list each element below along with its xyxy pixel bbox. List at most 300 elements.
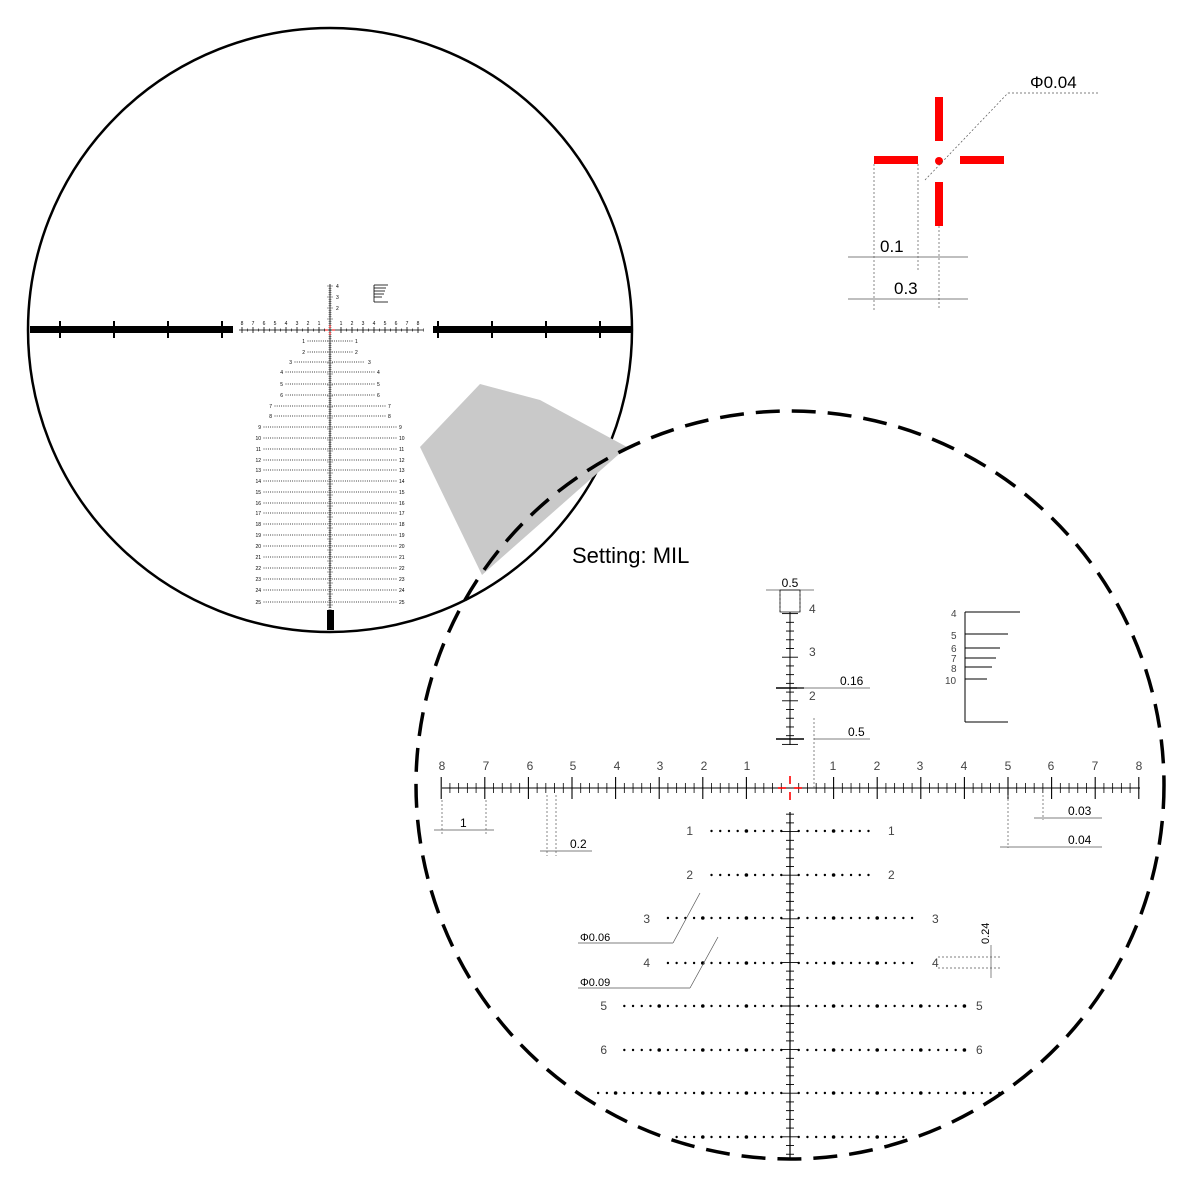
zoom-row-label-left: 2 [686,868,693,882]
zoom-row-dot [667,1005,669,1007]
overview-row-dot [323,406,324,407]
overview-row-dot [334,384,335,385]
overview-row-dot [297,481,298,482]
overview-row-dot [343,438,344,439]
overview-row-dot [332,470,333,471]
overview-row-dot [323,557,324,558]
overview-row-dot [347,492,348,493]
detail-dimension-lines [848,93,1098,310]
zoom-row-dot [798,1136,800,1138]
overview-row-dot [343,579,344,580]
overview-row-dot [294,557,295,558]
zoom-dimension-labels [460,576,1092,989]
overview-row-dot [321,372,322,373]
overview-row-dot [268,449,269,450]
overview-row-dot [268,568,269,569]
zoom-row-dot [885,962,887,964]
overview-row-dot [374,546,375,547]
overview-row-label: 8 [388,414,391,420]
overview-row-dot [301,438,302,439]
overview-row-dot [275,481,276,482]
overview-row-dot [270,470,271,471]
overview-row-dot [345,427,346,428]
overview-row-dot [272,579,273,580]
overview-row-dot [327,590,328,591]
zoom-row-dot [815,830,817,832]
overview-row-label: 11 [399,447,405,453]
overview-row-dot [378,470,379,471]
overview-row-dot [365,449,366,450]
overview-row-dot [323,384,324,385]
overview-row-dot [363,470,364,471]
overview-row-dot [371,513,372,514]
overview-row-dot [279,438,280,439]
overview-row-dot [354,427,355,428]
zoom-row-dot [719,1092,721,1094]
overview-row-dot [358,395,359,396]
overview-row-dot [369,602,370,603]
overview-row-dot [275,513,276,514]
zoom-row-label-left: 1 [686,824,693,838]
overview-row-dot [349,546,350,547]
zoom-row-dot [728,1049,730,1051]
overview-row-dot [316,406,317,407]
overview-row-dot [281,406,282,407]
zoom-row-dot [867,917,869,919]
overview-row-label: 1 [355,339,358,345]
overview-row-dot [387,535,388,536]
overview-row-dot [391,535,392,536]
overview-row-dot [391,579,392,580]
overview-row-dot [299,362,300,363]
overview-row-dot [334,438,335,439]
overview-row-dot [358,492,359,493]
overview-row-dot [301,416,302,417]
overview-row-dot [376,503,377,504]
overview-row-dot [341,590,342,591]
overview-row-dot [270,513,271,514]
overview-row-dot [345,352,346,353]
overview-row-dot [380,460,381,461]
overview-row-dot [332,362,333,363]
zoom-row-dot [745,916,749,920]
overview-row-dot [332,568,333,569]
overview-row-dot [292,546,293,547]
overview-row-dot [294,395,295,396]
overview-row-dot [264,535,265,536]
overview-row-dot [332,590,333,591]
overview-row-dot [352,460,353,461]
overview-row-dot [325,535,326,536]
overview-row-dot [334,481,335,482]
overview-row-dot [305,470,306,471]
overview-row-dot [382,460,383,461]
overview-row-dot [363,579,364,580]
overview-row-dot [374,590,375,591]
overview-row-dot [332,513,333,514]
zoom-row-dot [867,830,869,832]
overview-row-dot [319,602,320,603]
overview-row-dot [380,590,381,591]
overview-hor-label: 1 [317,321,321,327]
zoom-row-dot [885,917,887,919]
zoom-row-dot [710,1049,712,1051]
overview-row-dot [347,416,348,417]
zoom-hor-label: 6 [1047,759,1055,773]
overview-row-dot [319,470,320,471]
overview-row-dot [354,372,355,373]
overview-row-dot [371,427,372,428]
overview-row-dot [365,406,366,407]
overview-row-dot [275,602,276,603]
overview-row-dot [352,503,353,504]
overview-row-dot [334,602,335,603]
overview-row-dot [310,568,311,569]
overview-row-dot [341,579,342,580]
overview-row-dot [382,579,383,580]
overview-row-dot [312,602,313,603]
overview-row-dot [301,362,302,363]
overview-row-dot [360,557,361,558]
overview-row-dot [334,449,335,450]
overview-row-label: 20 [399,544,405,550]
overview-row-dot [266,438,267,439]
zoom-row-dot [815,1049,817,1051]
overview-row-dot [323,590,324,591]
overview-row-dot [316,438,317,439]
overview-row-dot [338,438,339,439]
overview-row-dot [378,557,379,558]
overview-row-dot [358,503,359,504]
overview-row-dot [369,590,370,591]
overview-row-dot [308,395,309,396]
overview-row-dot [325,568,326,569]
overview-row-dot [345,513,346,514]
overview-row-dot [363,406,364,407]
overview-row-dot [316,352,317,353]
overview-row-dot [314,449,315,450]
overview-row-dot [283,481,284,482]
overview-row-dot [316,535,317,536]
zoom-row-dot [780,1136,782,1138]
zoom-row-dot [867,1136,869,1138]
overview-row-dot [319,416,320,417]
overview-row-dot [396,557,397,558]
overview-row-dot [374,568,375,569]
zoom-hor-label: 5 [1004,759,1012,773]
overview-row-dot [321,416,322,417]
overview-row-dot [332,602,333,603]
overview-row-dot [323,602,324,603]
overview-row-dot [294,406,295,407]
overview-row-dot [349,579,350,580]
overview-row-dot [347,460,348,461]
overview-row-dot [325,449,326,450]
overview-row-label: 9 [258,425,261,431]
overview-row-dot [310,372,311,373]
overview-row-dot [350,362,351,363]
overview-row-dot [270,460,271,461]
overview-row-dot [365,513,366,514]
overview-row-dot [301,470,302,471]
overview-row-dot [376,568,377,569]
overview-row-dot [277,449,278,450]
zoom-row-dot [841,1136,843,1138]
overview-row-dot [327,438,328,439]
overview-row-dot [305,579,306,580]
overview-row-dot [316,341,317,342]
overview-row-dot [279,568,280,569]
overview-row-dot [380,406,381,407]
overview-row-dot [281,427,282,428]
overview-row-dot [283,470,284,471]
zoom-hor-label: 7 [482,759,490,773]
overview-row-dot [319,492,320,493]
overview-row-dot [380,535,381,536]
overview-row-dot [369,395,370,396]
overview-row-dot [270,557,271,558]
overview-row-dot [301,395,302,396]
overview-row-dot [336,590,337,591]
zoom-row-dot [763,1092,765,1094]
overview-row-dot [345,546,346,547]
zoom-row-dot [806,874,808,876]
overview-row-dot [358,513,359,514]
overview-row-dot [283,568,284,569]
overview-row-dot [332,535,333,536]
overview-row-dot [385,513,386,514]
zoom-row-dot [597,1092,599,1094]
overview-row-dot [292,513,293,514]
overview-row-dot [314,362,315,363]
zoom-top-label: 4 [809,602,816,616]
overview-row-dot [367,427,368,428]
overview-row-dot [316,449,317,450]
overview-row-dot [283,557,284,558]
overview-row-dot [283,460,284,461]
overview-row-dot [369,503,370,504]
overview-row-dot [339,362,340,363]
overview-row-dot [290,384,291,385]
overview-row-dot [310,481,311,482]
overview-row-dot [393,546,394,547]
overview-row-dot [389,427,390,428]
overview-row-dot [396,546,397,547]
zoom-row-dot [946,1049,948,1051]
overview-row-dot [338,384,339,385]
overview-row-dot [272,535,273,536]
overview-row-dot [382,568,383,569]
overview-row-dot [334,503,335,504]
overview-row-dot [354,438,355,439]
overview-row-dot [365,492,366,493]
zoom-row-dot [745,1135,749,1139]
zoom-row-label-right: 5 [976,999,983,1013]
overview-row-dot [349,460,350,461]
overview-row-dot [345,362,346,363]
zoom-row-dot [701,1004,705,1008]
overview-row-dot [325,524,326,525]
overview-row-dot [321,362,322,363]
overview-row-dot [292,427,293,428]
zoom-row-labels [600,824,983,1057]
overview-row-dot [380,449,381,450]
overview-row-dot [312,590,313,591]
overview-row-dot [349,427,350,428]
overview-row-dot [327,341,328,342]
zoom-hor-label: 4 [960,759,968,773]
overview-row-dot [314,568,315,569]
overview-row-dot [266,524,267,525]
overview-row-dot [376,524,377,525]
overview-row-dot [376,449,377,450]
overview-row-dot [332,427,333,428]
setting-label: Setting: MIL [572,543,690,568]
overview-row-dot [266,460,267,461]
overview-row-dot [341,449,342,450]
overview-row-dot [352,524,353,525]
overview-row-dot [391,481,392,482]
overview-row-dot [376,579,377,580]
overview-row-dot [334,524,335,525]
zoom-row-dot [606,1092,608,1094]
overview-row-dot [356,372,357,373]
overview-row-dot [323,513,324,514]
overview-reticle [28,28,632,632]
overview-row-dot [303,524,304,525]
overview-row-dot [338,406,339,407]
overview-row-dot [332,492,333,493]
overview-row-dot [332,481,333,482]
overview-row-dot [352,438,353,439]
zoom-row-dot [719,830,721,832]
overview-row-dot [321,557,322,558]
overview-row-dot [345,416,346,417]
zoom-row-dot [998,1092,1000,1094]
overview-row-dot [382,406,383,407]
overview-row-dot [321,579,322,580]
overview-hor-label: 3 [361,321,365,327]
overview-row-dot [288,406,289,407]
overview-row-dot [275,438,276,439]
overview-row-dot [281,513,282,514]
overview-row-dot [380,557,381,558]
overview-row-dot [319,568,320,569]
overview-row-dot [305,395,306,396]
overview-row-dot [301,568,302,569]
overview-row-dot [299,416,300,417]
ladder-label: 6 [951,644,957,655]
overview-row-dot [396,503,397,504]
dim-minor-spacing: 0.2 [570,837,587,851]
overview-row-dot [369,492,370,493]
overview-row-dot [367,406,368,407]
zoom-row-dot [754,830,756,832]
overview-row-dot [277,427,278,428]
overview-row-dot [371,372,372,373]
overview-row-dot [336,492,337,493]
overview-row-dot [367,602,368,603]
zoom-row-dot [859,917,861,919]
overview-row-dot [349,438,350,439]
overview-row-dot [319,481,320,482]
overview-hor-label: 2 [350,321,354,327]
zoom-row-dot [798,1005,800,1007]
overview-row-dot [299,492,300,493]
zoom-horizontal-labels [439,759,1143,773]
overview-row-label: 6 [377,393,380,399]
overview-row-dot [312,362,313,363]
overview-row-dot [305,492,306,493]
overview-row-dot [376,535,377,536]
zoom-row-dot [675,1049,677,1051]
overview-row-dot [336,416,337,417]
overview-row-dot [294,535,295,536]
overview-row-dot [277,546,278,547]
zoom-row-dot [754,1005,756,1007]
overview-row-dot [338,341,339,342]
overview-row-dot [385,546,386,547]
overview-row-dot [332,395,333,396]
overview-row-dot [341,352,342,353]
overview-row-dot [382,524,383,525]
overview-row-dot [297,535,298,536]
zoom-hor-label: 8 [1135,759,1143,773]
zoom-row-dot [902,1136,904,1138]
overview-row-dot [393,481,394,482]
overview-row-dot [374,602,375,603]
overview-row-dot [310,384,311,385]
overview-row-dot [360,372,361,373]
overview-row-dot [334,352,335,353]
overview-row-dot [310,602,311,603]
overview-row-dot [389,481,390,482]
overview-row-dot [365,372,366,373]
zoom-row-dot [815,1092,817,1094]
overview-row-dot [352,406,353,407]
overview-row-dot [358,406,359,407]
overview-row-dot [272,503,273,504]
overview-row-dot [385,449,386,450]
zoom-row-dot [623,1005,625,1007]
overview-row-dot [369,535,370,536]
zoom-row-dot [806,1005,808,1007]
overview-row-dot [336,602,337,603]
overview-row-dot [272,546,273,547]
overview-row-dot [363,481,364,482]
overview-row-dot [389,602,390,603]
overview-row-dot [272,524,273,525]
zoom-row-dot [850,962,852,964]
overview-row-dot [341,492,342,493]
overview-row-dot [389,449,390,450]
overview-row-dot [338,568,339,569]
overview-row-dot [380,602,381,603]
overview-row-dot [376,438,377,439]
overview-row-dot [387,427,388,428]
zoom-row-dot [710,874,712,876]
overview-row-dot [354,492,355,493]
overview-row-dot [268,524,269,525]
overview-row-dot [264,481,265,482]
overview-row-dot [316,460,317,461]
zoom-hor-label: 3 [916,759,924,773]
overview-row-dot [354,590,355,591]
overview-row-dot [303,535,304,536]
overview-row-dot [279,492,280,493]
overview-row-dot [316,579,317,580]
overview-row-dot [314,384,315,385]
